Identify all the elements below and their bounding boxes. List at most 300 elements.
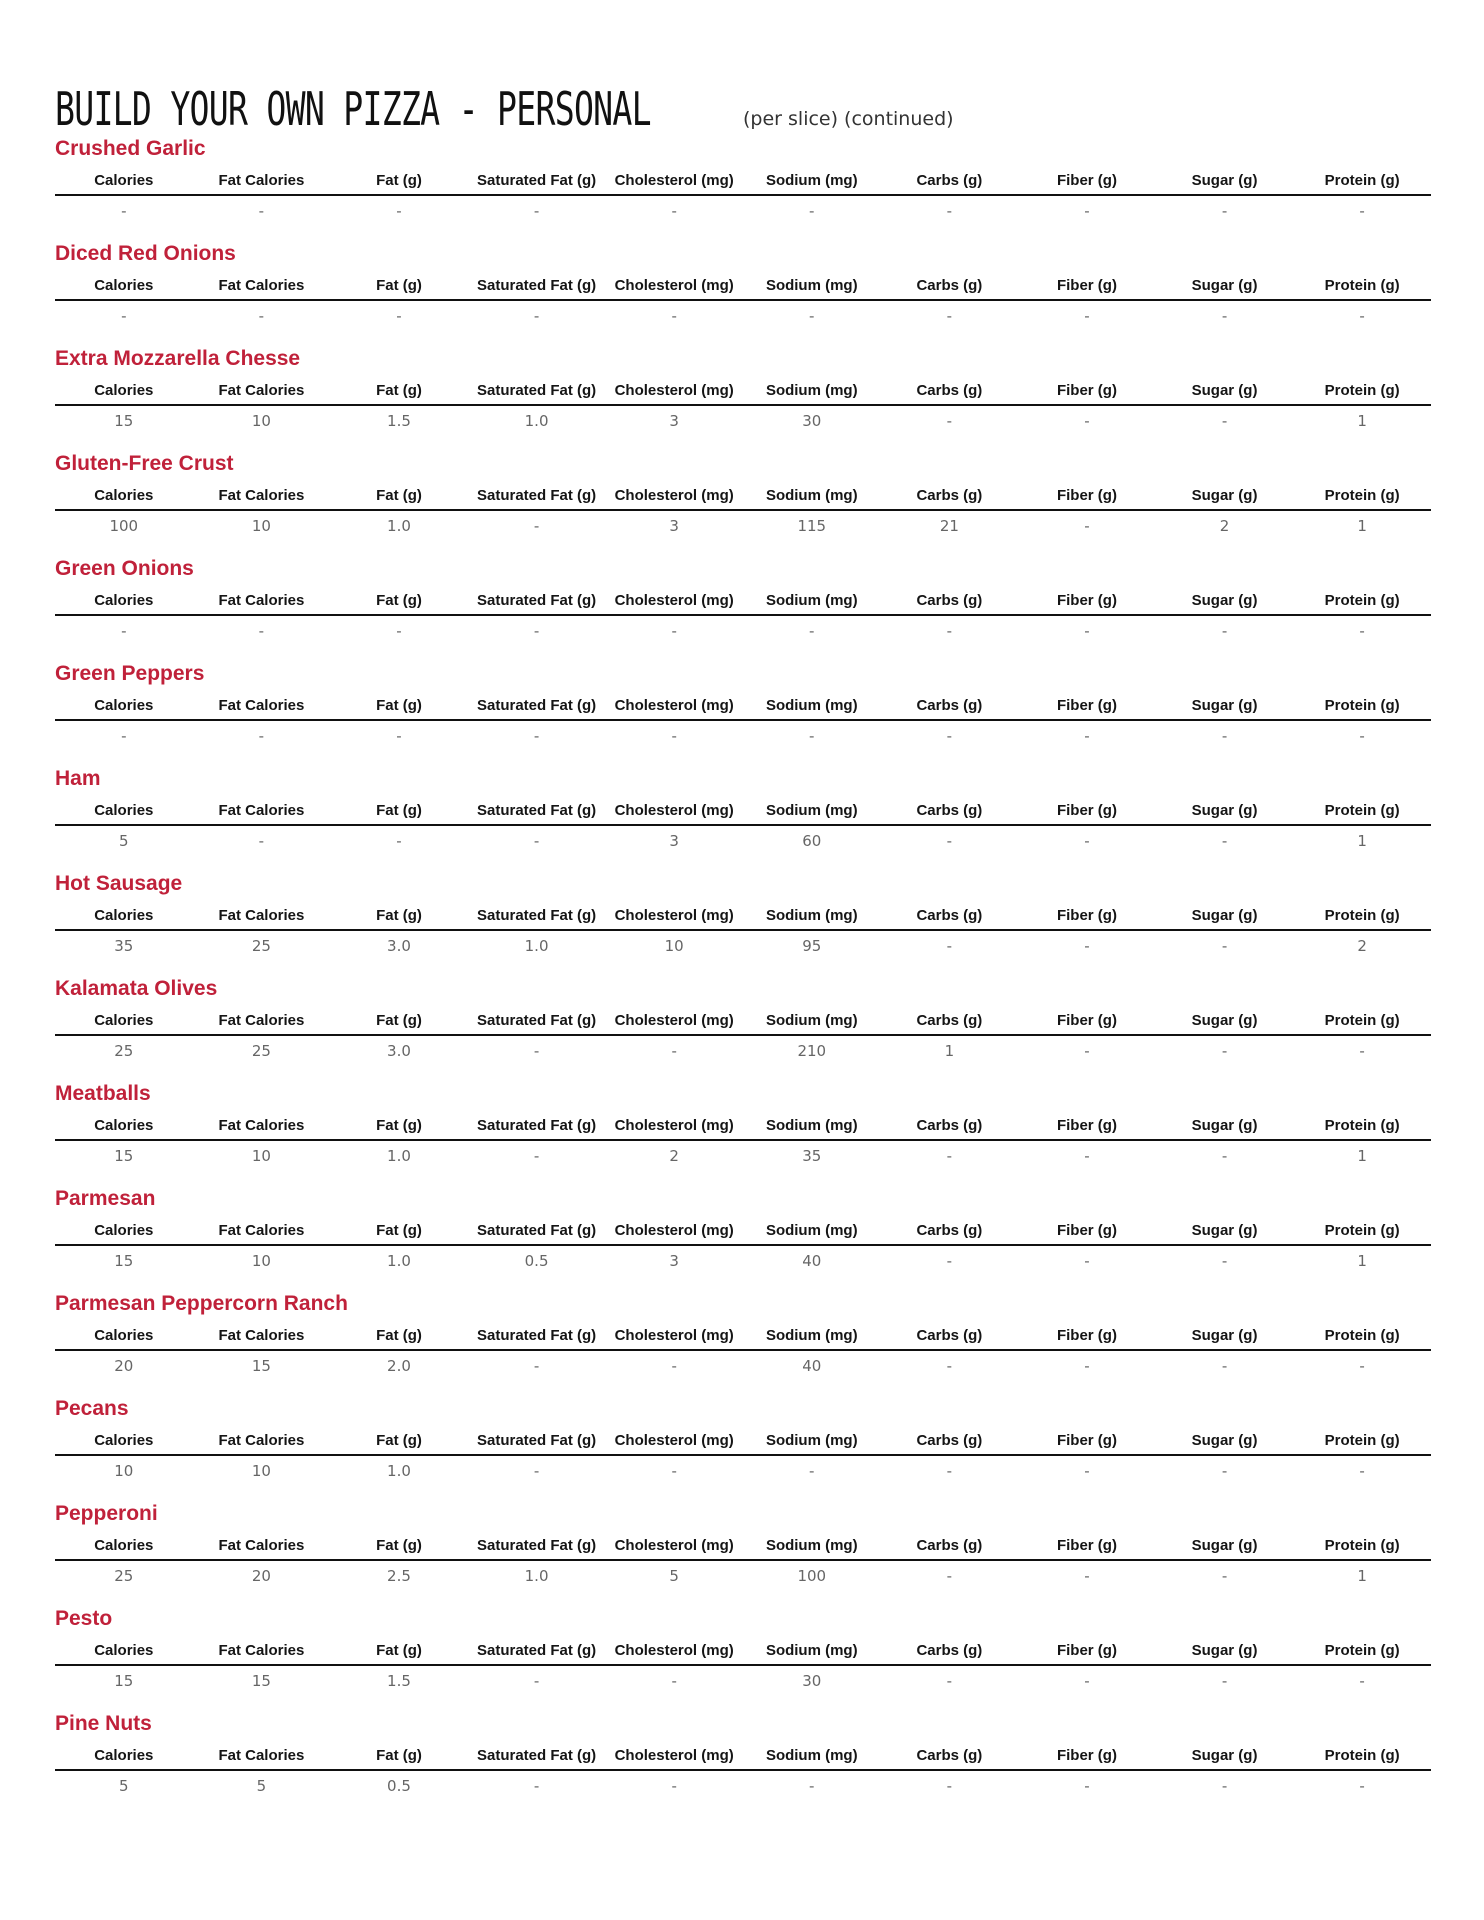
column-header-fat: Fat (g) <box>376 277 422 294</box>
value-fiber: - <box>1084 412 1090 430</box>
column-header-fiber: Fiber (g) <box>1056 277 1117 294</box>
value-calories: 25 <box>114 1567 134 1585</box>
column-header-protein: Protein (g) <box>1324 382 1400 399</box>
column-header-saturated-fat: Saturated Fat (g) <box>476 382 597 399</box>
item-name: Meatballs <box>55 1082 151 1105</box>
value-fat-calories: - <box>258 307 265 325</box>
column-header-fiber: Fiber (g) <box>1056 697 1117 714</box>
value-carbs: - <box>946 1672 953 1690</box>
item-section <box>55 1394 1431 1499</box>
column-header-carbs: Carbs (g) <box>916 802 983 819</box>
column-header-sugar: Sugar (g) <box>1191 1222 1258 1239</box>
column-header-fiber: Fiber (g) <box>1056 1747 1117 1764</box>
column-header-fat-calories: Fat Calories <box>218 1432 305 1449</box>
item-name: Green Onions <box>55 557 194 580</box>
column-header-carbs: Carbs (g) <box>916 592 983 609</box>
column-header-fiber: Fiber (g) <box>1056 907 1117 924</box>
value-cholesterol: - <box>671 1777 677 1795</box>
column-header-row <box>55 1008 1431 1036</box>
column-header-sugar: Sugar (g) <box>1191 1012 1258 1029</box>
column-header-carbs: Carbs (g) <box>916 1537 983 1554</box>
column-header-fiber: Fiber (g) <box>1056 1432 1117 1449</box>
value-sugar: - <box>1221 1672 1228 1690</box>
column-header-cholesterol: Cholesterol (mg) <box>614 172 734 189</box>
item-section <box>55 344 1431 449</box>
column-header-saturated-fat: Saturated Fat (g) <box>476 1012 597 1029</box>
value-fat-calories: 10 <box>251 1462 271 1480</box>
item-section <box>55 764 1431 869</box>
value-sugar: - <box>1221 1147 1228 1165</box>
value-fiber: - <box>1084 832 1090 850</box>
column-header-saturated-fat: Saturated Fat (g) <box>476 592 597 609</box>
column-header-calories: Calories <box>94 1642 154 1659</box>
value-fat: - <box>396 307 402 325</box>
item-section <box>55 134 1431 239</box>
item-name: Extra Mozzarella Chesse <box>55 347 301 370</box>
value-sodium: 210 <box>797 1042 827 1060</box>
column-header-fat: Fat (g) <box>376 1117 422 1134</box>
column-header-carbs: Carbs (g) <box>916 1222 983 1239</box>
value-cholesterol: - <box>671 307 677 325</box>
column-header-fat: Fat (g) <box>376 1012 422 1029</box>
value-calories: 25 <box>114 1042 134 1060</box>
column-header-sodium: Sodium (mg) <box>765 1747 858 1764</box>
column-header-fat: Fat (g) <box>376 1747 422 1764</box>
value-fat-calories: 10 <box>251 1252 271 1270</box>
column-header-protein: Protein (g) <box>1324 697 1400 714</box>
value-fiber: - <box>1084 202 1090 220</box>
value-cholesterol: 10 <box>664 937 684 955</box>
value-sodium: 30 <box>802 412 822 430</box>
value-row <box>55 618 1431 644</box>
column-header-fiber: Fiber (g) <box>1056 1537 1117 1554</box>
value-calories: 5 <box>119 1777 129 1795</box>
value-saturated-fat: - <box>533 1147 540 1165</box>
value-protein: - <box>1359 727 1365 745</box>
column-header-sugar: Sugar (g) <box>1191 907 1258 924</box>
value-fat: 1.0 <box>387 1147 411 1165</box>
value-saturated-fat: 1.0 <box>524 1567 549 1585</box>
column-header-sodium: Sodium (mg) <box>765 382 858 399</box>
value-row <box>55 723 1431 749</box>
value-saturated-fat: - <box>533 1042 540 1060</box>
column-header-fiber: Fiber (g) <box>1056 1327 1117 1344</box>
value-saturated-fat: - <box>533 832 540 850</box>
column-header-cholesterol: Cholesterol (mg) <box>614 487 734 504</box>
column-header-fat: Fat (g) <box>376 487 422 504</box>
value-row <box>55 1563 1431 1589</box>
column-header-fat-calories: Fat Calories <box>218 697 305 714</box>
value-carbs: - <box>946 1357 953 1375</box>
column-header-fat: Fat (g) <box>376 1222 422 1239</box>
value-cholesterol: - <box>671 622 677 640</box>
column-header-saturated-fat: Saturated Fat (g) <box>476 1642 597 1659</box>
value-carbs: - <box>946 622 953 640</box>
column-header-row <box>55 903 1431 931</box>
value-fiber: - <box>1084 937 1090 955</box>
item-section <box>55 1289 1431 1394</box>
value-protein: 2 <box>1357 937 1367 955</box>
value-fat: - <box>396 832 402 850</box>
value-fiber: - <box>1084 517 1090 535</box>
item-section <box>55 1709 1431 1814</box>
value-row <box>55 933 1431 959</box>
column-header-row <box>55 1113 1431 1141</box>
column-header-sodium: Sodium (mg) <box>765 592 858 609</box>
value-carbs: - <box>946 412 953 430</box>
column-header-fat-calories: Fat Calories <box>218 592 305 609</box>
column-header-fat-calories: Fat Calories <box>218 382 305 399</box>
column-header-fat-calories: Fat Calories <box>218 1327 305 1344</box>
value-sugar: - <box>1221 832 1228 850</box>
value-carbs: - <box>946 1777 953 1795</box>
value-sodium: 30 <box>802 1672 822 1690</box>
value-sodium: - <box>809 1777 815 1795</box>
value-fiber: - <box>1084 727 1090 745</box>
value-protein: - <box>1359 622 1365 640</box>
column-header-carbs: Carbs (g) <box>916 1432 983 1449</box>
column-header-sugar: Sugar (g) <box>1191 802 1258 819</box>
column-header-calories: Calories <box>94 802 154 819</box>
value-calories: 15 <box>114 1147 134 1165</box>
page-title: BUILD YOUR OWN PIZZA - PERSONAL <box>55 82 651 136</box>
value-sodium: 35 <box>802 1147 822 1165</box>
column-header-sodium: Sodium (mg) <box>765 1327 858 1344</box>
column-header-fat: Fat (g) <box>376 1327 422 1344</box>
value-protein: 1 <box>1357 832 1367 850</box>
value-calories: - <box>121 307 127 325</box>
item-name: Hot Sausage <box>55 872 183 895</box>
value-fat: - <box>396 727 402 745</box>
column-header-saturated-fat: Saturated Fat (g) <box>476 172 597 189</box>
column-header-calories: Calories <box>94 1012 154 1029</box>
column-header-row <box>55 1533 1431 1561</box>
value-carbs: - <box>946 1252 953 1270</box>
value-fat-calories: - <box>258 832 265 850</box>
value-row <box>55 1038 1431 1064</box>
column-header-row <box>55 1743 1431 1771</box>
value-fat: 3.0 <box>387 937 411 955</box>
value-carbs: 21 <box>939 517 959 535</box>
column-header-saturated-fat: Saturated Fat (g) <box>476 1747 597 1764</box>
value-saturated-fat: - <box>533 307 540 325</box>
column-header-sodium: Sodium (mg) <box>765 907 858 924</box>
column-header-carbs: Carbs (g) <box>916 1117 983 1134</box>
value-sugar: - <box>1221 727 1228 745</box>
value-fat-calories: 20 <box>251 1567 271 1585</box>
column-header-saturated-fat: Saturated Fat (g) <box>476 1222 597 1239</box>
value-fat-calories: 25 <box>251 937 271 955</box>
item-section <box>55 1604 1431 1709</box>
column-header-carbs: Carbs (g) <box>916 277 983 294</box>
column-header-carbs: Carbs (g) <box>916 1747 983 1764</box>
value-cholesterol: - <box>671 1357 677 1375</box>
column-header-calories: Calories <box>94 592 154 609</box>
value-cholesterol: 3 <box>669 517 679 535</box>
column-header-sugar: Sugar (g) <box>1191 1117 1258 1134</box>
value-saturated-fat: - <box>533 727 540 745</box>
value-sodium: - <box>809 1462 815 1480</box>
title-row <box>55 72 1431 134</box>
value-sodium: - <box>809 307 815 325</box>
column-header-fat: Fat (g) <box>376 1537 422 1554</box>
value-protein: - <box>1359 1672 1365 1690</box>
value-saturated-fat: 0.5 <box>524 1252 549 1270</box>
value-carbs: - <box>946 832 953 850</box>
column-header-protein: Protein (g) <box>1324 1432 1400 1449</box>
item-section <box>55 239 1431 344</box>
value-saturated-fat: - <box>533 1672 540 1690</box>
column-header-carbs: Carbs (g) <box>916 907 983 924</box>
value-sugar: 2 <box>1219 517 1230 535</box>
value-calories: 15 <box>114 1252 134 1270</box>
column-header-sugar: Sugar (g) <box>1191 382 1258 399</box>
value-calories: 5 <box>119 832 129 850</box>
value-carbs: - <box>946 202 953 220</box>
column-header-protein: Protein (g) <box>1324 592 1400 609</box>
value-sugar: - <box>1221 307 1228 325</box>
column-header-row <box>55 273 1431 301</box>
column-header-cholesterol: Cholesterol (mg) <box>614 1642 734 1659</box>
column-header-fiber: Fiber (g) <box>1056 382 1117 399</box>
value-calories: 100 <box>109 517 139 535</box>
column-header-saturated-fat: Saturated Fat (g) <box>476 1537 597 1554</box>
value-row <box>55 1458 1431 1484</box>
value-fat-calories: 10 <box>251 412 271 430</box>
value-row <box>55 1668 1431 1694</box>
value-fiber: - <box>1084 1462 1090 1480</box>
value-fiber: - <box>1084 1147 1090 1165</box>
value-protein: - <box>1359 1357 1365 1375</box>
column-header-sodium: Sodium (mg) <box>765 697 858 714</box>
value-cholesterol: - <box>671 1672 677 1690</box>
value-saturated-fat: - <box>533 1777 540 1795</box>
value-saturated-fat: - <box>533 517 540 535</box>
value-sodium: 40 <box>802 1357 822 1375</box>
column-header-calories: Calories <box>94 1747 154 1764</box>
column-header-protein: Protein (g) <box>1324 277 1400 294</box>
column-header-calories: Calories <box>94 487 154 504</box>
value-carbs: - <box>946 937 953 955</box>
value-row <box>55 303 1431 329</box>
value-row <box>55 408 1431 434</box>
value-saturated-fat: - <box>533 1357 540 1375</box>
value-fiber: - <box>1084 1567 1090 1585</box>
value-sodium: 95 <box>802 937 822 955</box>
value-protein: 1 <box>1357 1567 1367 1585</box>
value-row <box>55 513 1431 539</box>
value-fat: 1.5 <box>387 1672 411 1690</box>
column-header-calories: Calories <box>94 382 154 399</box>
item-name: Crushed Garlic <box>55 137 206 160</box>
value-fiber: - <box>1084 1777 1090 1795</box>
column-header-fat-calories: Fat Calories <box>218 1537 305 1554</box>
column-header-sodium: Sodium (mg) <box>765 1117 858 1134</box>
column-header-cholesterol: Cholesterol (mg) <box>614 382 734 399</box>
value-sodium: 40 <box>802 1252 822 1270</box>
value-sodium: 115 <box>797 517 827 535</box>
column-header-cholesterol: Cholesterol (mg) <box>614 1747 734 1764</box>
column-header-fat-calories: Fat Calories <box>218 1222 305 1239</box>
value-carbs: 1 <box>944 1042 955 1060</box>
column-header-calories: Calories <box>94 697 154 714</box>
column-header-sodium: Sodium (mg) <box>765 1222 858 1239</box>
value-cholesterol: - <box>671 202 677 220</box>
column-header-row <box>55 483 1431 511</box>
column-header-fat: Fat (g) <box>376 697 422 714</box>
column-header-row <box>55 588 1431 616</box>
column-header-protein: Protein (g) <box>1324 487 1400 504</box>
item-name: Gluten-Free Crust <box>55 452 234 475</box>
column-header-sodium: Sodium (mg) <box>765 277 858 294</box>
column-header-carbs: Carbs (g) <box>916 382 983 399</box>
value-fat: 1.0 <box>387 517 411 535</box>
column-header-calories: Calories <box>94 1117 154 1134</box>
column-header-cholesterol: Cholesterol (mg) <box>614 592 734 609</box>
item-section <box>55 1184 1431 1289</box>
column-header-fat-calories: Fat Calories <box>218 802 305 819</box>
value-protein: 1 <box>1357 1147 1367 1165</box>
column-header-carbs: Carbs (g) <box>916 1642 983 1659</box>
column-header-carbs: Carbs (g) <box>916 172 983 189</box>
value-saturated-fat: - <box>533 202 540 220</box>
item-name: Ham <box>55 767 101 790</box>
item-name: Pepperoni <box>55 1502 158 1525</box>
value-saturated-fat: 1.0 <box>524 412 549 430</box>
column-header-calories: Calories <box>94 1222 154 1239</box>
column-header-fiber: Fiber (g) <box>1056 172 1117 189</box>
column-header-sodium: Sodium (mg) <box>765 172 858 189</box>
value-fat-calories: 10 <box>251 517 271 535</box>
column-header-fat: Fat (g) <box>376 382 422 399</box>
column-header-saturated-fat: Saturated Fat (g) <box>476 487 597 504</box>
value-calories: 15 <box>114 1672 134 1690</box>
value-row <box>55 1143 1431 1169</box>
value-sodium: 60 <box>802 832 822 850</box>
column-header-saturated-fat: Saturated Fat (g) <box>476 697 597 714</box>
value-sugar: - <box>1221 412 1228 430</box>
value-fat: 3.0 <box>387 1042 411 1060</box>
value-row <box>55 828 1431 854</box>
column-header-saturated-fat: Saturated Fat (g) <box>476 802 597 819</box>
column-header-calories: Calories <box>94 1327 154 1344</box>
value-calories: 35 <box>114 937 134 955</box>
column-header-cholesterol: Cholesterol (mg) <box>614 697 734 714</box>
column-header-row <box>55 798 1431 826</box>
column-header-fat: Fat (g) <box>376 1642 422 1659</box>
item-section <box>55 659 1431 764</box>
value-row <box>55 1248 1431 1274</box>
value-carbs: - <box>946 1147 953 1165</box>
column-header-carbs: Carbs (g) <box>916 697 983 714</box>
value-calories: - <box>121 727 127 745</box>
column-header-sodium: Sodium (mg) <box>765 487 858 504</box>
item-section <box>55 1079 1431 1184</box>
column-header-cholesterol: Cholesterol (mg) <box>614 1327 734 1344</box>
value-carbs: - <box>946 727 953 745</box>
column-header-fiber: Fiber (g) <box>1056 1012 1117 1029</box>
value-fiber: - <box>1084 1042 1090 1060</box>
column-header-fiber: Fiber (g) <box>1056 487 1117 504</box>
item-section <box>55 554 1431 659</box>
page-subtitle: (per slice) (continued) <box>743 108 954 130</box>
column-header-saturated-fat: Saturated Fat (g) <box>476 1117 597 1134</box>
item-name: Pecans <box>55 1397 129 1420</box>
value-sugar: - <box>1221 1777 1228 1795</box>
value-fiber: - <box>1084 1672 1090 1690</box>
value-carbs: - <box>946 1462 953 1480</box>
column-header-row <box>55 1218 1431 1246</box>
value-cholesterol: 3 <box>669 1252 679 1270</box>
column-header-fat-calories: Fat Calories <box>218 172 305 189</box>
column-header-protein: Protein (g) <box>1324 802 1400 819</box>
column-header-fat: Fat (g) <box>376 907 422 924</box>
value-carbs: - <box>946 1567 953 1585</box>
column-header-fat-calories: Fat Calories <box>218 1012 305 1029</box>
column-header-fat-calories: Fat Calories <box>218 1747 305 1764</box>
value-fat: 0.5 <box>387 1777 411 1795</box>
column-header-sugar: Sugar (g) <box>1191 1747 1258 1764</box>
value-cholesterol: - <box>671 727 677 745</box>
item-sections <box>55 134 1431 1814</box>
column-header-fat-calories: Fat Calories <box>218 277 305 294</box>
value-sugar: - <box>1221 1357 1228 1375</box>
column-header-saturated-fat: Saturated Fat (g) <box>476 277 597 294</box>
value-sugar: - <box>1221 1252 1228 1270</box>
value-sodium: - <box>809 202 815 220</box>
column-header-fiber: Fiber (g) <box>1056 1222 1117 1239</box>
value-protein: - <box>1359 202 1365 220</box>
value-calories: 20 <box>114 1357 134 1375</box>
column-header-cholesterol: Cholesterol (mg) <box>614 1432 734 1449</box>
column-header-saturated-fat: Saturated Fat (g) <box>476 907 597 924</box>
value-cholesterol: 3 <box>669 412 679 430</box>
column-header-saturated-fat: Saturated Fat (g) <box>476 1432 597 1449</box>
column-header-fat: Fat (g) <box>376 1432 422 1449</box>
column-header-sodium: Sodium (mg) <box>765 1642 858 1659</box>
column-header-carbs: Carbs (g) <box>916 487 983 504</box>
value-protein: - <box>1359 1462 1365 1480</box>
column-header-fiber: Fiber (g) <box>1056 592 1117 609</box>
column-header-row <box>55 1323 1431 1351</box>
column-header-protein: Protein (g) <box>1324 1117 1400 1134</box>
item-name: Green Peppers <box>55 662 205 685</box>
column-header-calories: Calories <box>94 277 154 294</box>
column-header-carbs: Carbs (g) <box>916 1012 983 1029</box>
value-fat: 1.0 <box>387 1462 411 1480</box>
column-header-sugar: Sugar (g) <box>1191 487 1258 504</box>
value-sodium: - <box>809 727 815 745</box>
value-carbs: - <box>946 307 953 325</box>
column-header-row <box>55 1428 1431 1456</box>
value-cholesterol: - <box>671 1042 677 1060</box>
item-section <box>55 869 1431 974</box>
item-name: Parmesan <box>55 1187 156 1210</box>
item-section <box>55 974 1431 1079</box>
value-row <box>55 1353 1431 1379</box>
column-header-calories: Calories <box>94 1432 154 1449</box>
column-header-protein: Protein (g) <box>1324 1012 1400 1029</box>
column-header-cholesterol: Cholesterol (mg) <box>614 1537 734 1554</box>
value-row <box>55 198 1431 224</box>
column-header-calories: Calories <box>94 1537 154 1554</box>
item-name: Pine Nuts <box>55 1712 152 1735</box>
column-header-cholesterol: Cholesterol (mg) <box>614 1222 734 1239</box>
value-fat: - <box>396 202 402 220</box>
column-header-protein: Protein (g) <box>1324 172 1400 189</box>
item-name: Diced Red Onions <box>55 242 236 265</box>
value-sodium: 100 <box>797 1567 827 1585</box>
